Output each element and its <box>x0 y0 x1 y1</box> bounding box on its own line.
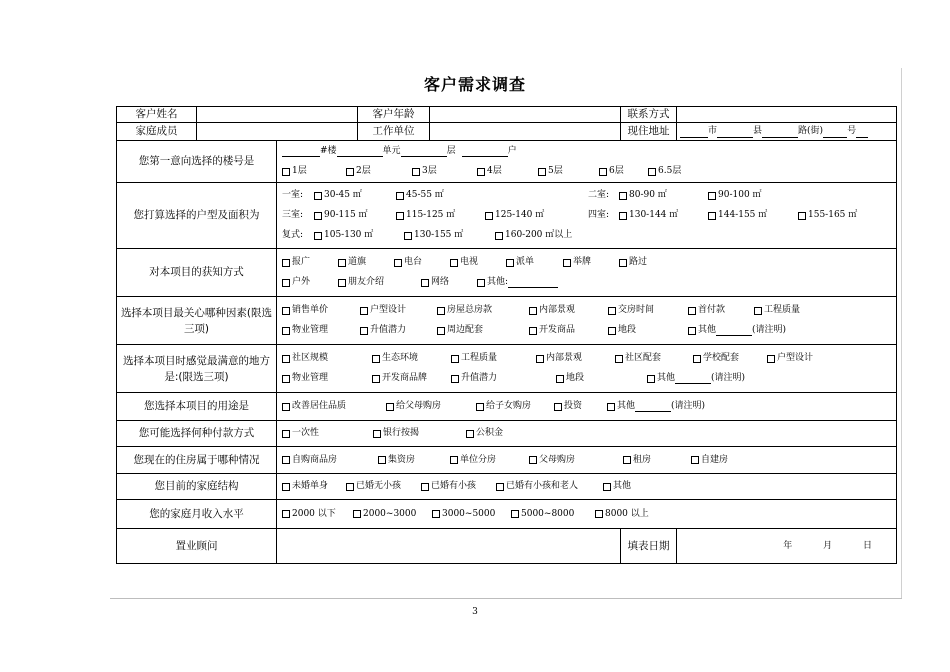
checkbox-icon <box>282 375 290 383</box>
concern-option[interactable]: 物业管理 <box>282 324 328 337</box>
checkbox-icon <box>372 355 380 363</box>
checkbox-icon <box>506 259 514 267</box>
checkbox-icon <box>282 355 290 363</box>
housing-line <box>280 450 893 470</box>
checkbox-icon <box>511 510 519 518</box>
family-structure-question: 您目前的家庭结构 <box>117 474 277 500</box>
checkbox-icon <box>615 355 623 363</box>
awareness-option-other[interactable]: 其他: <box>477 276 558 289</box>
area-option[interactable]: 144-155 ㎡ <box>708 209 767 222</box>
two-room-label: 二室: <box>588 190 610 200</box>
page-title: 客户需求调查 <box>423 75 526 94</box>
checkbox-icon <box>708 192 716 200</box>
concerns-answers <box>277 297 897 345</box>
checkbox-icon <box>282 403 290 411</box>
purpose-option[interactable]: 投资 <box>554 400 582 413</box>
housing-option[interactable]: 父母购房 <box>529 454 575 467</box>
floor-option[interactable]: 1层 <box>282 165 307 178</box>
checkbox-icon <box>767 355 775 363</box>
checkbox-icon <box>282 483 290 491</box>
floor-options <box>280 162 893 182</box>
checkbox-icon <box>595 510 603 518</box>
one-room-label: 一室: <box>282 190 304 200</box>
floor-option[interactable]: 5层 <box>538 165 563 178</box>
checkbox-icon <box>421 279 429 287</box>
awareness-option[interactable]: 朋友介绍 <box>338 276 384 289</box>
checkbox-icon <box>476 403 484 411</box>
date-field[interactable]: 年 月 日 <box>677 529 897 564</box>
awareness-option[interactable]: 电台 <box>394 256 422 269</box>
area-option[interactable]: 105-130 ㎡ <box>314 229 373 242</box>
housing-option[interactable]: 单位分房 <box>450 454 496 467</box>
checkbox-icon <box>554 403 562 411</box>
unit-type-line-1 <box>280 186 893 206</box>
checkbox-icon <box>282 279 290 287</box>
page-edge-right <box>901 68 902 598</box>
area-option[interactable]: 45-55 ㎡ <box>396 189 444 202</box>
checkbox-icon <box>691 456 699 464</box>
checkbox-icon <box>314 212 322 220</box>
satisfaction-answers <box>277 345 897 393</box>
checkbox-icon <box>619 192 627 200</box>
floor-option[interactable]: 3层 <box>412 165 437 178</box>
concern-option[interactable]: 户型设计 <box>360 304 406 317</box>
checkbox-icon <box>688 307 696 315</box>
satisfaction-option[interactable]: 工程质量 <box>451 352 497 365</box>
income-option[interactable]: 5000~8000 <box>511 508 574 521</box>
checkbox-icon <box>360 307 368 315</box>
checkbox-icon <box>437 327 445 335</box>
unit-type-line-2 <box>280 206 893 226</box>
page-edge-bottom <box>110 598 902 599</box>
area-option[interactable]: 90-100 ㎡ <box>708 189 762 202</box>
concern-option[interactable]: 周边配套 <box>437 324 483 337</box>
checkbox-icon <box>619 259 627 267</box>
building-question: 您第一意向选择的楼号是 <box>117 141 277 183</box>
checkbox-icon <box>693 355 701 363</box>
area-option[interactable]: 30-45 ㎡ <box>314 189 362 202</box>
awareness-option[interactable]: 户外 <box>282 276 310 289</box>
satisfaction-option[interactable]: 生态环境 <box>372 352 418 365</box>
family-structure-option[interactable]: 未婚单身 <box>282 480 328 493</box>
customer-age-field[interactable] <box>430 107 621 123</box>
checkbox-icon <box>563 259 571 267</box>
family-structure-line <box>280 477 893 497</box>
checkbox-icon <box>396 212 404 220</box>
date-label: 填表日期 <box>621 529 677 564</box>
family-structure-option[interactable]: 已婚有小孩和老人 <box>496 480 578 493</box>
checkbox-icon <box>437 307 445 315</box>
satisfaction-option[interactable]: 物业管理 <box>282 372 328 385</box>
three-room-label: 三室: <box>282 210 304 220</box>
awareness-answers <box>277 249 897 297</box>
checkbox-icon <box>396 192 404 200</box>
checkbox-icon <box>353 510 361 518</box>
checkbox-icon <box>282 307 290 315</box>
checkbox-icon <box>708 212 716 220</box>
area-option[interactable]: 155-165 ㎡ <box>798 209 857 222</box>
family-members-label: 家庭成员 <box>117 123 197 141</box>
area-option[interactable]: 130-144 ㎡ <box>619 209 678 222</box>
awareness-question: 对本项目的获知方式 <box>117 249 277 297</box>
checkbox-icon <box>282 259 290 267</box>
payment-line <box>280 424 893 444</box>
income-answers <box>277 500 897 529</box>
payment-answers <box>277 421 897 447</box>
four-room-label: 四室: <box>588 210 610 220</box>
checkbox-icon <box>603 483 611 491</box>
unit-type-answers <box>277 183 897 249</box>
housing-option[interactable]: 自购商品房 <box>282 454 337 467</box>
checkbox-icon <box>495 232 503 240</box>
satisfaction-option[interactable]: 社区配套 <box>615 352 661 365</box>
housing-option[interactable]: 集资房 <box>378 454 415 467</box>
checkbox-icon <box>477 168 485 176</box>
checkbox-icon <box>378 456 386 464</box>
satisfaction-option[interactable]: 户型设计 <box>767 352 813 365</box>
floor-option[interactable]: 4层 <box>477 165 502 178</box>
checkbox-icon <box>623 456 631 464</box>
checkbox-icon <box>386 403 394 411</box>
checkbox-icon <box>485 212 493 220</box>
address-field[interactable]: 市 县 路(街) 号 <box>677 123 897 141</box>
checkbox-icon <box>608 307 616 315</box>
checkbox-icon <box>450 456 458 464</box>
checkbox-icon <box>404 232 412 240</box>
area-option[interactable]: 80-90 ㎡ <box>619 189 667 202</box>
checkbox-icon <box>529 327 537 335</box>
income-option[interactable]: 8000 以上 <box>595 508 649 521</box>
family-structure-option[interactable]: 已婚有小孩 <box>421 480 476 493</box>
floor-option[interactable]: 2层 <box>346 165 371 178</box>
family-structure-answers <box>277 474 897 500</box>
checkbox-icon <box>373 430 381 438</box>
concern-option[interactable]: 开发商品 <box>529 324 575 337</box>
checkbox-icon <box>607 403 615 411</box>
checkbox-icon <box>282 168 290 176</box>
purpose-option[interactable]: 给父母购房 <box>386 400 441 413</box>
housing-option[interactable]: 租房 <box>623 454 651 467</box>
checkbox-icon <box>314 192 322 200</box>
concerns-line-2 <box>280 321 893 341</box>
customer-name-label: 客户姓名 <box>117 107 197 123</box>
area-option[interactable]: 90-115 ㎡ <box>314 209 368 222</box>
checkbox-icon <box>282 430 290 438</box>
income-question: 您的家庭月收入水平 <box>117 500 277 529</box>
checkbox-icon <box>451 355 459 363</box>
satisfaction-option[interactable]: 升值潜力 <box>451 372 497 385</box>
concern-option[interactable]: 工程质量 <box>754 304 800 317</box>
checkbox-icon <box>450 259 458 267</box>
payment-option[interactable]: 一次性 <box>282 427 319 440</box>
purpose-answers <box>277 393 897 421</box>
checkbox-icon <box>338 279 346 287</box>
checkbox-icon <box>647 375 655 383</box>
income-line <box>280 504 893 524</box>
concern-option[interactable]: 交房时间 <box>608 304 654 317</box>
unit-type-line-3 <box>280 226 893 246</box>
address-label: 现住地址 <box>621 123 677 141</box>
checkbox-icon <box>372 375 380 383</box>
satisfaction-question: 选择本项目时感觉最满意的地方是:(限选三项) <box>117 345 277 393</box>
concern-option[interactable]: 销售单价 <box>282 304 328 317</box>
building-answers <box>277 141 897 183</box>
purpose-question: 您选择本项目的用途是 <box>117 393 277 421</box>
checkbox-icon <box>421 483 429 491</box>
checkbox-icon <box>477 279 485 287</box>
area-option[interactable]: 160-200 ㎡以上 <box>495 229 572 242</box>
checkbox-icon <box>466 430 474 438</box>
purpose-line <box>280 397 893 417</box>
awareness-option[interactable]: 网络 <box>421 276 449 289</box>
housing-answers <box>277 447 897 474</box>
satisfaction-option[interactable]: 学校配套 <box>693 352 739 365</box>
checkbox-icon <box>394 259 402 267</box>
family-members-field[interactable] <box>197 123 358 141</box>
housing-question: 您现在的住房属于哪种情况 <box>117 447 277 474</box>
consultant-field[interactable] <box>277 529 621 564</box>
checkbox-icon <box>619 212 627 220</box>
contact-field[interactable] <box>677 107 897 123</box>
satisfaction-option-other[interactable]: 其他 (请注明) <box>647 372 745 385</box>
concern-option[interactable]: 地段 <box>608 324 636 337</box>
payment-option[interactable]: 银行按揭 <box>373 427 419 440</box>
checkbox-icon <box>798 212 806 220</box>
customer-name-field[interactable] <box>197 107 358 123</box>
purpose-option[interactable]: 给子女购房 <box>476 400 531 413</box>
consultant-label: 置业顾问 <box>117 529 277 564</box>
satisfaction-option[interactable]: 地段 <box>556 372 584 385</box>
concern-option-other[interactable]: 其他 (请注明) <box>688 324 786 337</box>
satisfaction-option[interactable]: 社区规模 <box>282 352 328 365</box>
awareness-option[interactable]: 报广 <box>282 256 310 269</box>
awareness-line-2 <box>280 273 893 293</box>
awareness-option[interactable]: 电视 <box>450 256 478 269</box>
customer-age-label: 客户年龄 <box>358 107 430 123</box>
family-structure-option[interactable]: 其他 <box>603 480 631 493</box>
work-unit-label: 工作单位 <box>358 123 430 141</box>
income-option[interactable]: 3000~5000 <box>432 508 495 521</box>
purpose-option[interactable]: 改善居住品质 <box>282 400 346 413</box>
checkbox-icon <box>529 456 537 464</box>
area-option[interactable]: 125-140 ㎡ <box>485 209 544 222</box>
concern-option[interactable]: 升值潜力 <box>360 324 406 337</box>
awareness-option[interactable]: 派单 <box>506 256 534 269</box>
checkbox-icon <box>412 168 420 176</box>
satisfaction-line-2 <box>280 369 893 389</box>
awareness-option[interactable]: 道旗 <box>338 256 366 269</box>
checkbox-icon <box>688 327 696 335</box>
checkbox-icon <box>754 307 762 315</box>
checkbox-icon <box>314 232 322 240</box>
checkbox-icon <box>360 327 368 335</box>
checkbox-icon <box>282 456 290 464</box>
awareness-line-1 <box>280 253 893 273</box>
checkbox-icon <box>346 168 354 176</box>
payment-question: 您可能选择何种付款方式 <box>117 421 277 447</box>
survey-form <box>116 106 897 564</box>
concern-option[interactable]: 内部景观 <box>529 304 575 317</box>
awareness-option[interactable]: 举牌 <box>563 256 591 269</box>
contact-label: 联系方式 <box>621 107 677 123</box>
checkbox-icon <box>648 168 656 176</box>
concerns-line-1 <box>280 301 893 321</box>
purpose-option-other[interactable]: 其他 (请注明) <box>607 400 705 413</box>
checkbox-icon <box>451 375 459 383</box>
awareness-option[interactable]: 路过 <box>619 256 647 269</box>
checkbox-icon <box>496 483 504 491</box>
concern-option[interactable]: 首付款 <box>688 304 725 317</box>
area-option[interactable]: 130-155 ㎡ <box>404 229 463 242</box>
checkbox-icon <box>529 307 537 315</box>
checkbox-icon <box>338 259 346 267</box>
checkbox-icon <box>432 510 440 518</box>
income-option[interactable]: 2000~3000 <box>353 508 416 521</box>
checkbox-icon <box>346 483 354 491</box>
checkbox-icon <box>282 510 290 518</box>
area-option[interactable]: 115-125 ㎡ <box>396 209 455 222</box>
building-number-line: #楼 单元 层 户 <box>280 142 893 162</box>
family-structure-option[interactable]: 已婚无小孩 <box>346 480 401 493</box>
page-number: 3 <box>472 607 478 617</box>
checkbox-icon <box>556 375 564 383</box>
floor-option[interactable]: 6.5层 <box>648 165 681 178</box>
checkbox-icon <box>536 355 544 363</box>
satisfaction-line-1 <box>280 349 893 369</box>
satisfaction-option[interactable]: 开发商品牌 <box>372 372 427 385</box>
housing-option[interactable]: 自建房 <box>691 454 728 467</box>
concern-option[interactable]: 房屋总房款 <box>437 304 492 317</box>
checkbox-icon <box>608 327 616 335</box>
work-unit-field[interactable] <box>430 123 621 141</box>
checkbox-icon <box>538 168 546 176</box>
payment-option[interactable]: 公积金 <box>466 427 503 440</box>
duplex-label: 复式: <box>282 230 304 240</box>
unit-type-question: 您打算选择的户型及面积为 <box>117 183 277 249</box>
checkbox-icon <box>599 168 607 176</box>
floor-option[interactable]: 6层 <box>599 165 624 178</box>
checkbox-icon <box>282 327 290 335</box>
satisfaction-option[interactable]: 内部景观 <box>536 352 582 365</box>
income-option[interactable]: 2000 以下 <box>282 508 336 521</box>
concerns-question: 选择本项目最关心哪种因素(限选三项) <box>117 297 277 345</box>
